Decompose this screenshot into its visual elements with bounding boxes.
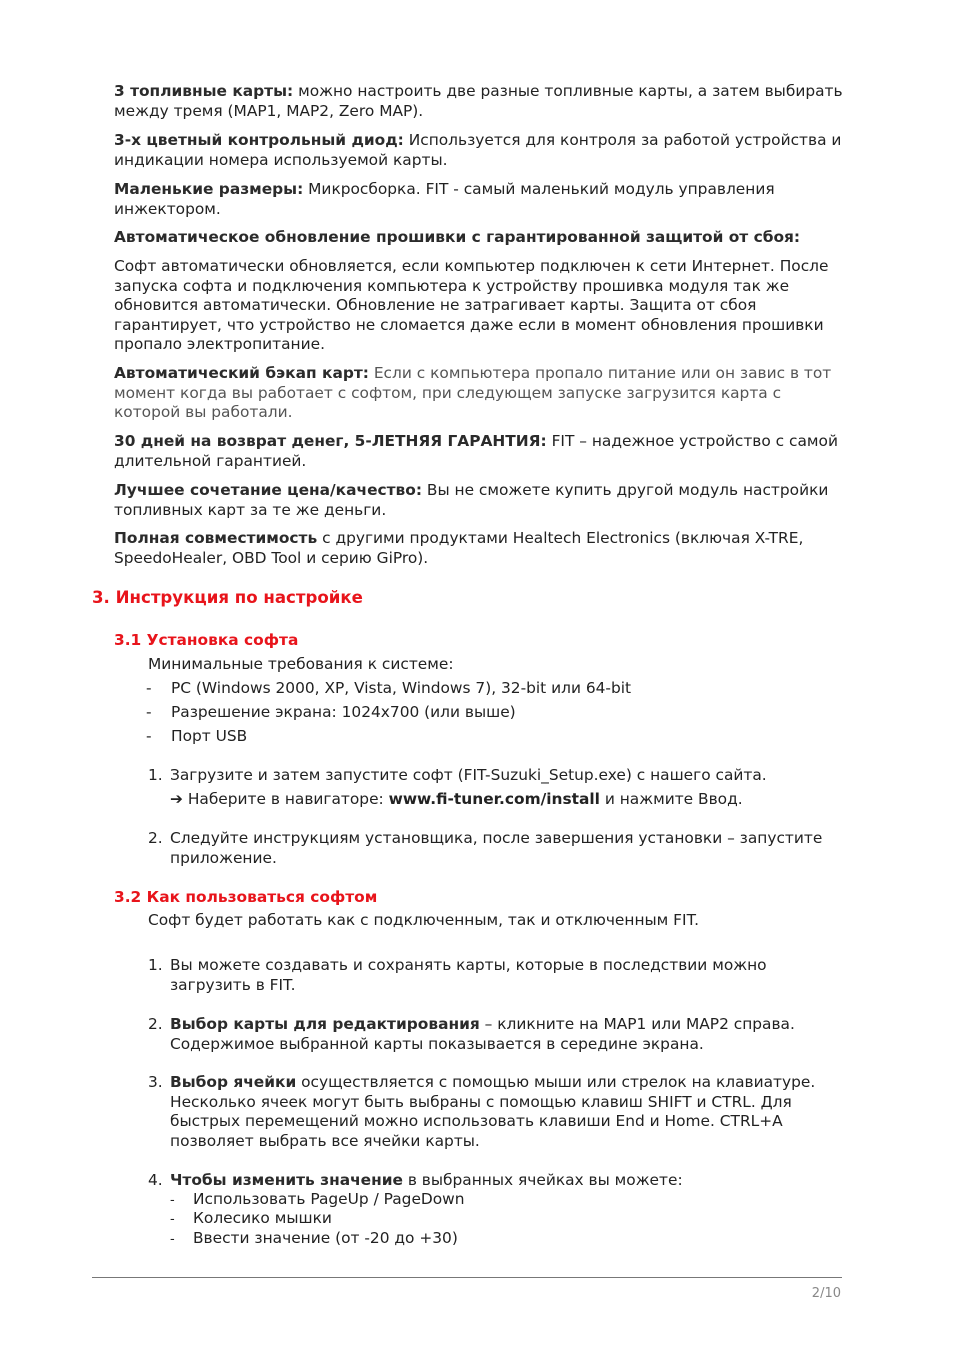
footer-divider xyxy=(92,1277,842,1278)
usage-step-3: 3. Выбор ячейки осуществляется с помощью мыши или стрелок на клавиатуре. Несколько ячеек могут быть выбраны с помощью клавиш SHIFT и CTRL. Для быстрых перемещений можно использовать клавиши End и Home. CTRL+A позволяет выбрать все ячейки карты. xyxy=(148,1073,816,1150)
requirement-item: - Порт USB xyxy=(146,727,248,745)
requirements-intro: Минимальные требования к системе: xyxy=(148,655,454,673)
install-step-1-note: ➔ Наберите в навигаторе: www.fi-tuner.com/install и нажмите Ввод. xyxy=(170,790,743,808)
value-method-item: - Ввести значение (от -20 до +30) xyxy=(170,1229,458,1247)
usage-step-1: 1. Вы можете создавать и сохранять карты, которые в последствии можно загрузить в FIT. xyxy=(148,956,767,994)
section-3-1-heading: 3.1 Установка софта xyxy=(114,631,299,649)
feature-led: 3-х цветный контрольный диод: Используется для контроля за работой устройства и индикации номера используемой карты. xyxy=(114,131,842,169)
requirement-item: - Разрешение экрана: 1024x700 (или выше) xyxy=(146,703,516,721)
value-method-item: - Колесико мышки xyxy=(170,1209,332,1227)
feature-firmware-heading: Автоматическое обновление прошивки с гарантированной защитой от сбоя: xyxy=(114,228,801,246)
install-step-1: 1. Загрузите и затем запустите софт (FIT-Suzuki_Setup.exe) с нашего сайта. xyxy=(148,766,767,784)
requirement-item: - PC (Windows 2000, XP, Vista, Windows 7), 32-bit или 64-bit xyxy=(146,679,632,697)
usage-step-4: 4. Чтобы изменить значение в выбранных ячейках вы можете: xyxy=(148,1171,683,1189)
feature-warranty: 30 дней на возврат денег, 5-ЛЕТНЯЯ ГАРАНТИЯ: FIT – надежное устройство с самой длительной гарантией. xyxy=(114,432,838,470)
arrow-right-icon: ➔ xyxy=(170,790,183,808)
usage-step-2: 2. Выбор карты для редактирования – кликните на MAP1 или MAP2 справа. Содержимое выбранной карты показывается в середине экрана. xyxy=(148,1015,795,1053)
feature-compatibility: Полная совместимость с другими продуктами Healtech Electronics (включая X-TRE, SpeedoHealer, OBD Tool и серию GiPro). xyxy=(114,529,804,567)
feature-price: Лучшее сочетание цена/качество: Вы не сможете купить другой модуль настройки топливных карт за те же деньги. xyxy=(114,481,829,519)
feature-fuel-maps: 3 топливные карты: можно настроить две разные топливные карты, а затем выбирать между тремя (MAP1, MAP2, Zero MAP). xyxy=(114,82,843,120)
section-3-heading: 3. Инструкция по настройке xyxy=(92,588,363,607)
value-method-item: - Использовать PageUp / PageDown xyxy=(170,1190,465,1208)
install-url: www.fi-tuner.com/install xyxy=(388,790,600,808)
install-step-2: 2. Следуйте инструкциям установщика, после завершения установки – запустите приложение. xyxy=(148,829,823,867)
feature-firmware-text: Софт автоматически обновляется, если компьютер подключен к сети Интернет. После запуска софта и подключения компьютера к устройству прошивка модуля так же обновится автоматически. Обновление не затрагивает карты. Защита от сбоя гарантирует, что устройство не сломается даже если в момент обновления прошивки пропало электропитание. xyxy=(114,257,829,353)
page-number: 2/10 xyxy=(811,1286,841,1301)
usage-intro: Софт будет работать как с подключенным, так и отключенным FIT. xyxy=(148,911,700,929)
feature-size: Маленькие размеры: Микросборка. FIT - самый маленький модуль управления инжектором. xyxy=(114,180,775,218)
section-3-2-heading: 3.2 Как пользоваться софтом xyxy=(114,888,378,906)
feature-backup: Автоматический бэкап карт: Если с компьютера пропало питание или он завис в тот момент когда вы работает с софтом, при следующем запуске загрузится карта с которой вы работали. xyxy=(114,364,832,421)
